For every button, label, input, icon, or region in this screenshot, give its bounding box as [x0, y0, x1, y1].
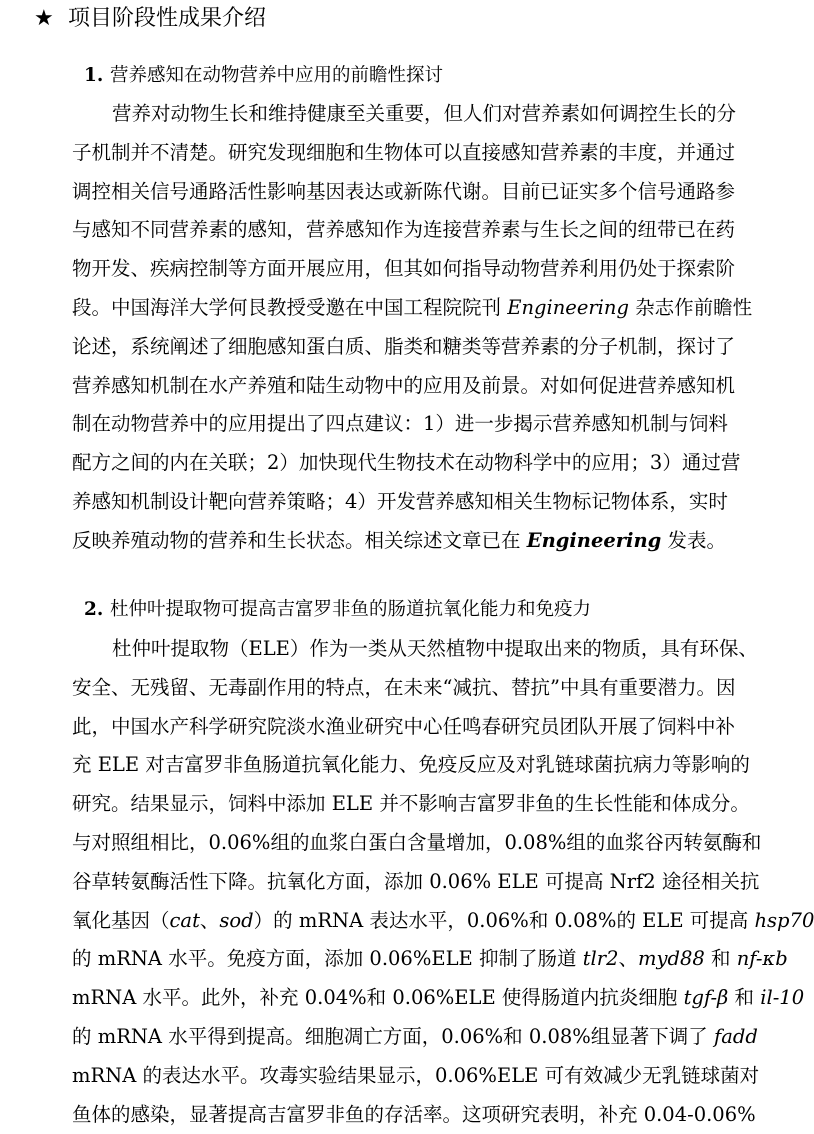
paragraph-line: 杜仲叶提取物（ELE）作为一类从天然植物中提取出来的物质，具有环保、: [112, 637, 758, 660]
paragraph-line: 与感知不同营养素的感知，营养感知作为连接营养素与生长之间的纽带已在药: [72, 218, 736, 242]
paragraph-line: 营养对动物生长和维持健康至关重要，但人们对营养素如何调控生长的分: [112, 102, 737, 125]
paragraph-line: 鱼体的感染，显著提高吉富罗非鱼的存活率。这项研究表明，补充 0.04-0.06%: [72, 1102, 756, 1126]
gene-name: il-10: [760, 986, 805, 1010]
journal-name: Engineering: [507, 295, 629, 319]
gene-name: sod: [219, 908, 254, 932]
section-2-title-text: 杜仲叶提取物可提高吉富罗非鱼的肠道抗氧化能力和免疫力: [110, 599, 592, 620]
text-run: 、: [199, 908, 220, 932]
text-run: 和: [728, 986, 761, 1010]
paragraph-line: 子机制并不清楚。研究发现细胞和生物体可以直接感知营养素的丰度，并通过: [72, 140, 736, 164]
text-run: 和: [704, 947, 737, 971]
paragraph-line: [72, 522, 758, 561]
paragraph-line: 研究。结果显示，饲料中添加 ELE 并不影响吉富罗非鱼的生长性能和体成分。: [72, 792, 750, 816]
text-run: 段。中国海洋大学何艮教授受邀在中国工程院院刊: [72, 295, 508, 319]
paragraph-line: 营养感知机制在水产养殖和陆生动物中的应用及前景。对如何促进营养感知机: [72, 373, 736, 397]
section-2-paragraph: [72, 630, 814, 1134]
gene-name: hsp70: [754, 908, 814, 932]
paragraph-line: 物开发、疾病控制等方面开展应用，但其如何指导动物营养利用仍处于探索阶: [72, 257, 736, 281]
paragraph-line: [72, 979, 805, 1018]
section-1-title-text: 营养感知在动物营养中应用的前瞻性探讨: [110, 65, 444, 86]
paragraph-line: mRNA 的表达水平。攻毒实验结果显示，0.06%ELE 可有效减少无乳链球菌对: [72, 1063, 760, 1087]
text-run: 、: [618, 947, 639, 971]
paragraph-line: 论述，系统阐述了细胞感知蛋白质、脂类和糖类等营养素的分子机制，探讨了: [72, 334, 736, 358]
text-run: 反映养殖动物的营养和生长状态。相关综述文章已在: [72, 528, 527, 552]
section-1-paragraph: [72, 95, 758, 561]
gene-name: tlr2: [582, 947, 619, 971]
paragraph-line: 安全、无残留、无毒副作用的特点，在未来“减抗、替抗”中具有重要潜力。因: [72, 675, 736, 699]
text-run: 杂志作前瞻性: [628, 295, 753, 319]
paragraph-line: 调控相关信号通路活性影响基因表达或新陈代谢。目前已证实多个信号通路参: [72, 179, 736, 203]
section-2-number: 2.: [84, 599, 104, 620]
paragraph-line: [72, 902, 814, 941]
star-icon: ★: [34, 6, 54, 31]
journal-name: Engineering: [526, 528, 662, 552]
paragraph-line: 制在动物营养中的应用提出了四点建议：1）进一步揭示营养感知机制与饲料: [72, 412, 728, 436]
page-heading: [34, 2, 266, 36]
gene-name: myd88: [638, 947, 705, 971]
section-1-number: 1.: [84, 65, 104, 86]
text-run: 发表。: [661, 528, 726, 552]
section-2-title: [84, 596, 591, 624]
paragraph-line: 谷草转氨酶活性下降。抗氧化方面，添加 0.06% ELE 可提高 Nrf2 途径相关抗: [72, 869, 760, 893]
paragraph-line: 配方之间的内在关联；2）加快现代生物技术在动物科学中的应用；3）通过营: [72, 451, 741, 475]
gene-name: cat: [169, 908, 200, 932]
text-run: ）的 mRNA 表达水平，0.06%和 0.08%的 ELE 可提高: [253, 908, 755, 932]
gene-name: nf-κb: [736, 947, 788, 971]
paragraph-line: 充 ELE 对吉富罗非鱼肠道抗氧化能力、免疫反应及对乳链球菌抗病力等影响的: [72, 753, 750, 777]
paragraph-line: 养感知机制设计靶向营养策略；4）开发营养感知相关生物标记物体系，实时: [72, 489, 728, 513]
gene-name: fadd: [714, 1024, 758, 1048]
heading-text: 项目阶段性成果介绍: [68, 6, 267, 31]
section-1-title: [84, 62, 443, 90]
paragraph-line: [72, 289, 758, 328]
paragraph-line: 此，中国水产科学研究院淡水渔业研究中心任鸣春研究员团队开展了饲料中补: [72, 714, 736, 738]
text-run: 氧化基因（: [72, 908, 170, 932]
paragraph-line: [72, 1018, 758, 1057]
text-run: 的 mRNA 水平得到提高。细胞凋亡方面，0.06%和 0.08%组显著下调了: [72, 1024, 715, 1048]
text-run: mRNA 水平。此外，补充 0.04%和 0.06%ELE 使得肠道内抗炎细胞: [72, 986, 684, 1010]
paragraph-line: 与对照组相比，0.06%组的血浆白蛋白含量增加，0.08%组的血浆谷丙转氨酶和: [72, 830, 762, 854]
gene-name: tgf-β: [683, 986, 729, 1010]
paragraph-line: [72, 940, 788, 979]
text-run: 的 mRNA 水平。免疫方面，添加 0.06%ELE 抑制了肠道: [72, 947, 583, 971]
